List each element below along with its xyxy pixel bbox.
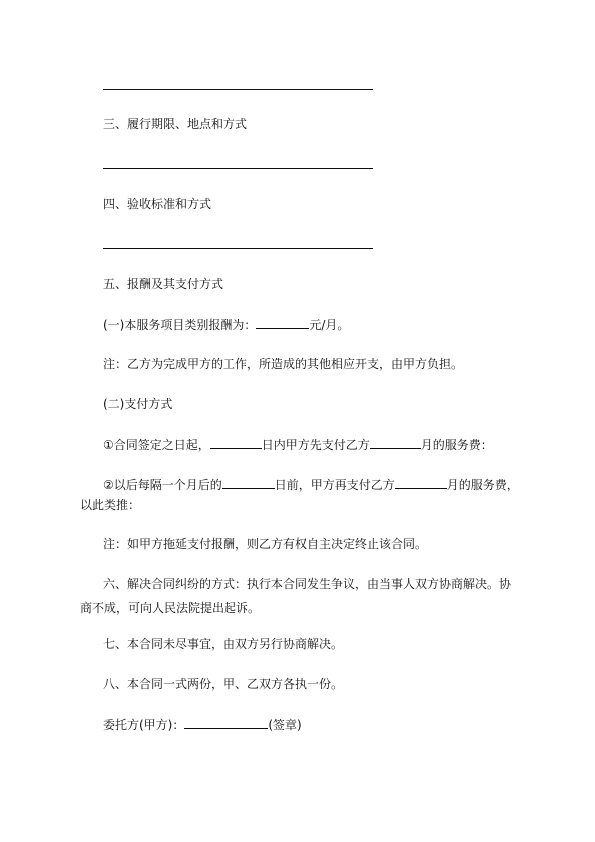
section6-dispute: 六、解决合同纠纷的方式：执行本合同发生争议，由当事人双方协商解决。协商不成，可向人民法院提出起诉。 — [80, 577, 512, 615]
note-expenses: 注：乙方为完成甲方的工作，所造成的其他相应开支，由甲方负担。 — [103, 357, 464, 371]
months-blank-2 — [395, 476, 447, 489]
note-termination: 注：如甲方拖延支付报酬，则乙方有权自主决定终止该合同。 — [103, 537, 428, 551]
fee-amount-blank — [256, 316, 309, 329]
payment-1-text-b: 日内甲方先支付乙方 — [261, 438, 370, 452]
payment-2-text-b: 日前，甲方再支付乙方 — [274, 478, 395, 492]
fee-line — [103, 316, 349, 333]
client-label: 委托方(甲方)： — [103, 718, 185, 732]
payment-1-text-c: 月的服务费： — [420, 438, 493, 452]
section8-copies: 八、本合同一式两份，甲、乙双方各执一份。 — [103, 677, 344, 691]
item-number-1: ① — [103, 438, 114, 452]
payment-item-1 — [103, 436, 493, 453]
date-blank — [222, 476, 275, 489]
blank-rule-1 — [103, 89, 373, 90]
item-number-2: ② — [103, 478, 114, 492]
payment-item-2 — [103, 476, 519, 493]
blank-rule-3 — [103, 248, 373, 249]
payment-2-text-a: 以后每隔一个月后的 — [113, 478, 222, 492]
payment-1-text-a: 合同签定之日起， — [113, 438, 210, 452]
section4-heading: 四、验收标准和方式 — [103, 197, 212, 211]
fee-suffix: 元/月。 — [309, 318, 350, 332]
section5-heading: 五、报酬及其支付方式 — [103, 277, 224, 291]
payment-item-2-continued: 以此类推： — [80, 498, 141, 512]
seal-label: (签章) — [268, 718, 302, 732]
payment-2-text-c: 月的服务费， — [446, 478, 519, 492]
client-signature-line — [103, 716, 302, 733]
months-blank-1 — [370, 436, 421, 449]
blank-rule-2 — [103, 168, 373, 169]
section7-matters: 七、本合同未尽事宜，由双方另行协商解决。 — [103, 637, 344, 651]
client-name-blank — [184, 716, 268, 729]
days-blank — [210, 436, 262, 449]
payment-heading: (二)支付方式 — [103, 397, 173, 411]
section3-heading: 三、履行期限、地点和方式 — [103, 117, 248, 131]
fee-prefix: (一)本服务项目类别报酬为： — [103, 318, 257, 332]
